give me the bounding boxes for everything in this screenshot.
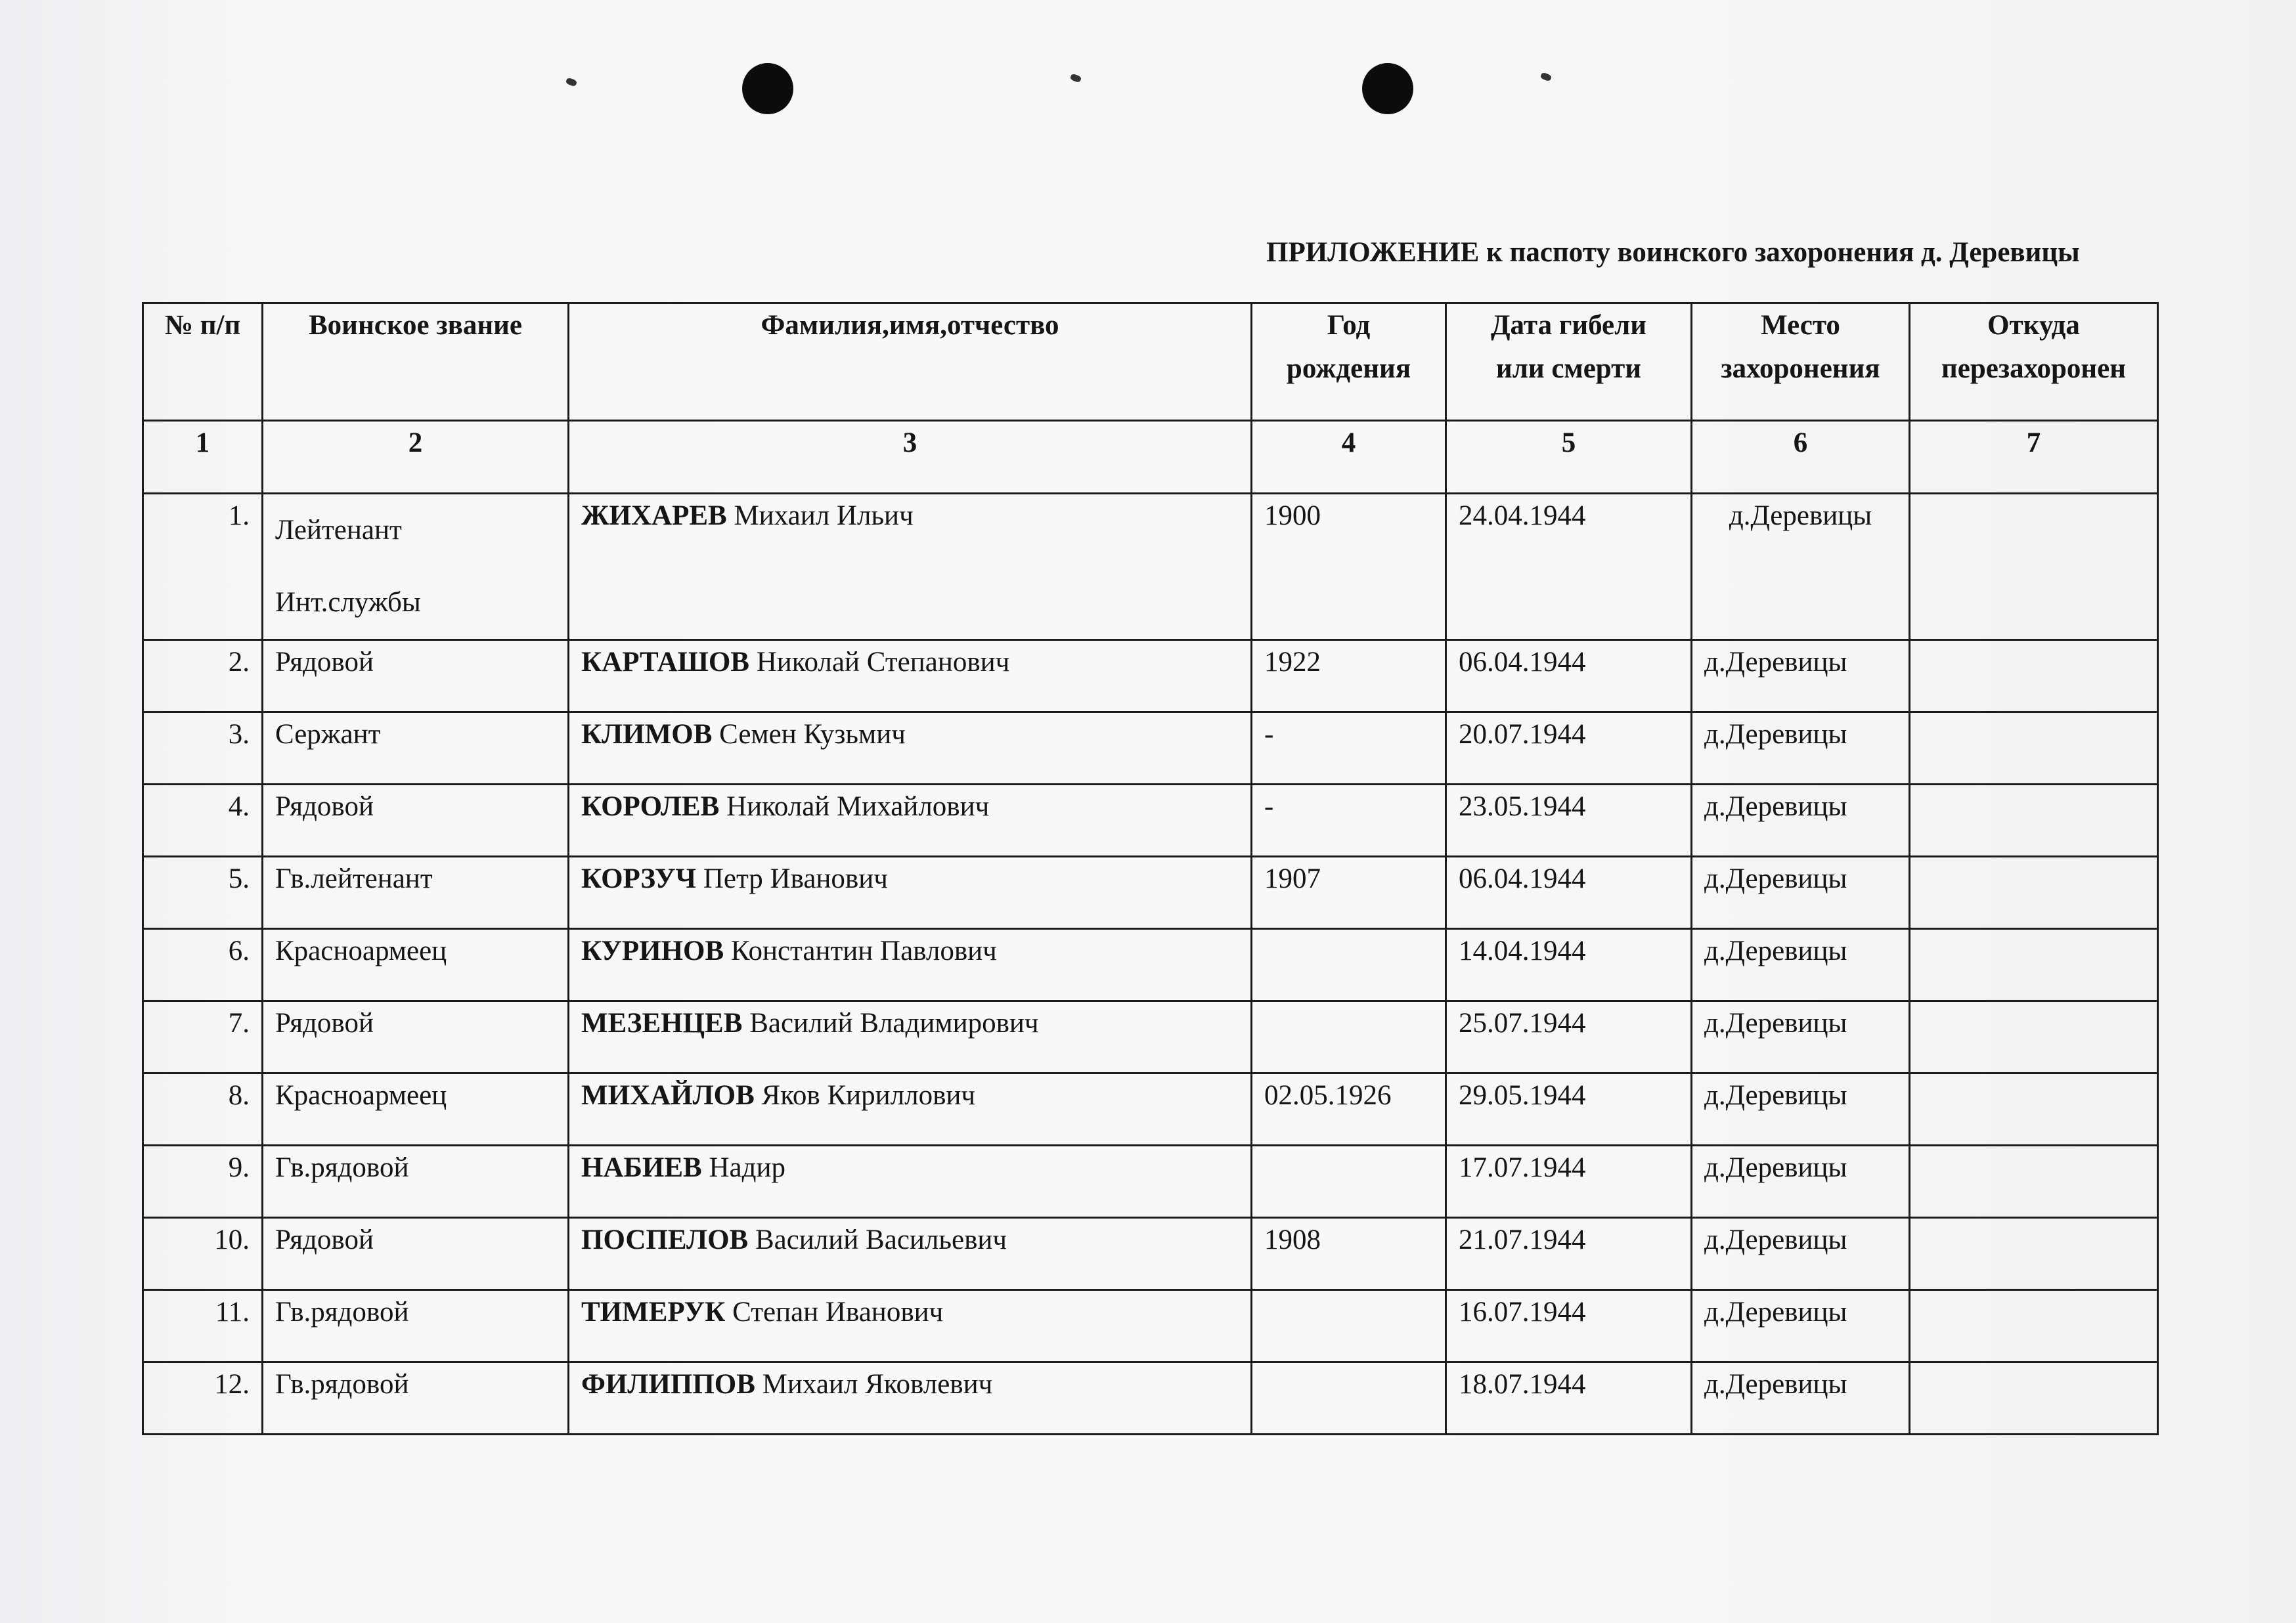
reburied-from-cell bbox=[1910, 1001, 2158, 1073]
column-number: 1 bbox=[143, 421, 263, 494]
scan-speck bbox=[1540, 72, 1552, 82]
table-row bbox=[143, 785, 2158, 857]
row-number: 2. bbox=[143, 640, 263, 712]
full-name-cell: КУРИНОВ Константин Павлович bbox=[569, 929, 1252, 1001]
birth-year-cell: 02.05.1926 bbox=[1252, 1073, 1446, 1146]
header-cell-birth-year: Год рождения bbox=[1252, 303, 1446, 421]
row-number: 10. bbox=[143, 1218, 263, 1290]
death-date-cell: 21.07.1944 bbox=[1446, 1218, 1692, 1290]
full-name-cell: МЕЗЕНЦЕВ Василий Владимирович bbox=[569, 1001, 1252, 1073]
reburied-from-cell bbox=[1910, 1146, 2158, 1218]
column-number-row bbox=[143, 421, 2158, 494]
full-name-cell: ФИЛИППОВ Михаил Яковлевич bbox=[569, 1362, 1252, 1435]
header-cell-reburied-from: Откуда перезахоронен bbox=[1910, 303, 2158, 421]
rank-cell: Красноармеец bbox=[263, 1073, 569, 1146]
death-date-cell: 17.07.1944 bbox=[1446, 1146, 1692, 1218]
table-row bbox=[143, 640, 2158, 712]
burial-place-cell: д.Деревицы bbox=[1692, 1218, 1910, 1290]
birth-year-cell: 1907 bbox=[1252, 857, 1446, 929]
burial-place-cell: д.Деревицы bbox=[1692, 1146, 1910, 1218]
death-date-cell: 25.07.1944 bbox=[1446, 1001, 1692, 1073]
death-date-cell: 18.07.1944 bbox=[1446, 1362, 1692, 1435]
reburied-from-cell bbox=[1910, 929, 2158, 1001]
burial-place-cell: д.Деревицы bbox=[1692, 1073, 1910, 1146]
burial-place-cell: д.Деревицы bbox=[1692, 857, 1910, 929]
header-cell-death-date: Дата гибели или смерти bbox=[1446, 303, 1692, 421]
birth-year-cell: - bbox=[1252, 712, 1446, 785]
death-date-cell: 06.04.1944 bbox=[1446, 857, 1692, 929]
death-date-cell: 29.05.1944 bbox=[1446, 1073, 1692, 1146]
table-row bbox=[143, 857, 2158, 929]
reburied-from-cell bbox=[1910, 494, 2158, 640]
rank-cell: Рядовой bbox=[263, 1001, 569, 1073]
burial-place-cell: д.Деревицы bbox=[1692, 1290, 1910, 1362]
burial-place-cell: д.Деревицы bbox=[1692, 712, 1910, 785]
rank-cell: Красноармеец bbox=[263, 929, 569, 1001]
reburied-from-cell bbox=[1910, 1073, 2158, 1146]
column-number: 7 bbox=[1910, 421, 2158, 494]
rank-cell: Сержант bbox=[263, 712, 569, 785]
full-name-cell: МИХАЙЛОВ Яков Кириллович bbox=[569, 1073, 1252, 1146]
full-name-cell: ПОСПЕЛОВ Василий Васильевич bbox=[569, 1218, 1252, 1290]
reburied-from-cell bbox=[1910, 1218, 2158, 1290]
death-date-cell: 06.04.1944 bbox=[1446, 640, 1692, 712]
full-name-cell: КЛИМОВ Семен Кузьмич bbox=[569, 712, 1252, 785]
table-row bbox=[143, 1146, 2158, 1218]
table-row bbox=[143, 1218, 2158, 1290]
full-name-cell: КАРТАШОВ Николай Степанович bbox=[569, 640, 1252, 712]
table-row bbox=[143, 1362, 2158, 1435]
birth-year-cell bbox=[1252, 1290, 1446, 1362]
scan-speck bbox=[565, 77, 577, 87]
table-row bbox=[143, 1001, 2158, 1073]
burial-place-cell: д.Деревицы bbox=[1692, 1001, 1910, 1073]
burial-place-cell: д.Деревицы bbox=[1692, 929, 1910, 1001]
birth-year-cell: 1900 bbox=[1252, 494, 1446, 640]
row-number: 5. bbox=[143, 857, 263, 929]
header-cell-rank: Воинское звание bbox=[263, 303, 569, 421]
burial-place-cell: д.Деревицы bbox=[1692, 494, 1910, 640]
full-name-cell: ТИМЕРУК Степан Иванович bbox=[569, 1290, 1252, 1362]
death-date-cell: 23.05.1944 bbox=[1446, 785, 1692, 857]
reburied-from-cell bbox=[1910, 640, 2158, 712]
table-row bbox=[143, 1073, 2158, 1146]
rank-cell: Гв.рядовой bbox=[263, 1146, 569, 1218]
row-number: 11. bbox=[143, 1290, 263, 1362]
document-title: ПРИЛОЖЕНИЕ к паспоту воинского захоронения д. Деревицы bbox=[1266, 237, 2080, 268]
punch-hole-left bbox=[742, 63, 793, 114]
full-name-cell: ЖИХАРЕВ Михаил Ильич bbox=[569, 494, 1252, 640]
full-name-cell: КОРОЛЕВ Николай Михайлович bbox=[569, 785, 1252, 857]
table-row bbox=[143, 1290, 2158, 1362]
reburied-from-cell bbox=[1910, 785, 2158, 857]
row-number: 3. bbox=[143, 712, 263, 785]
row-number: 4. bbox=[143, 785, 263, 857]
column-number: 2 bbox=[263, 421, 569, 494]
birth-year-cell bbox=[1252, 1001, 1446, 1073]
reburied-from-cell bbox=[1910, 1362, 2158, 1435]
reburied-from-cell bbox=[1910, 857, 2158, 929]
burial-place-cell: д.Деревицы bbox=[1692, 640, 1910, 712]
column-number: 6 bbox=[1692, 421, 1910, 494]
full-name-cell: КОРЗУЧ Петр Иванович bbox=[569, 857, 1252, 929]
table-row bbox=[143, 494, 2158, 640]
table-row bbox=[143, 929, 2158, 1001]
rank-cell: Рядовой bbox=[263, 640, 569, 712]
death-date-cell: 16.07.1944 bbox=[1446, 1290, 1692, 1362]
row-number: 7. bbox=[143, 1001, 263, 1073]
death-date-cell: 20.07.1944 bbox=[1446, 712, 1692, 785]
burial-place-cell: д.Деревицы bbox=[1692, 1362, 1910, 1435]
death-date-cell: 24.04.1944 bbox=[1446, 494, 1692, 640]
birth-year-cell: 1908 bbox=[1252, 1218, 1446, 1290]
row-number: 9. bbox=[143, 1146, 263, 1218]
birth-year-cell: - bbox=[1252, 785, 1446, 857]
full-name-cell: НАБИЕВ Надир bbox=[569, 1146, 1252, 1218]
row-number: 8. bbox=[143, 1073, 263, 1146]
column-number: 5 bbox=[1446, 421, 1692, 494]
birth-year-cell: 1922 bbox=[1252, 640, 1446, 712]
burial-place-cell: д.Деревицы bbox=[1692, 785, 1910, 857]
header-cell-burial-place: Место захоронения bbox=[1692, 303, 1910, 421]
rank-cell: Гв.рядовой bbox=[263, 1290, 569, 1362]
table-row bbox=[143, 712, 2158, 785]
burial-table bbox=[142, 302, 2159, 1435]
rank-cell: Лейтенант Инт.службы bbox=[263, 494, 569, 640]
header-row bbox=[143, 303, 2158, 421]
row-number: 12. bbox=[143, 1362, 263, 1435]
rank-cell: Рядовой bbox=[263, 785, 569, 857]
rank-cell: Рядовой bbox=[263, 1218, 569, 1290]
column-number: 3 bbox=[569, 421, 1252, 494]
punch-hole-right bbox=[1362, 63, 1413, 114]
row-number: 6. bbox=[143, 929, 263, 1001]
header-cell-number: № п/п bbox=[143, 303, 263, 421]
scan-speck bbox=[1070, 74, 1082, 83]
rank-cell: Гв.лейтенант bbox=[263, 857, 569, 929]
birth-year-cell bbox=[1252, 929, 1446, 1001]
header-cell-full-name: Фамилия,имя,отчество bbox=[569, 303, 1252, 421]
row-number: 1. bbox=[143, 494, 263, 640]
birth-year-cell bbox=[1252, 1146, 1446, 1218]
column-number: 4 bbox=[1252, 421, 1446, 494]
rank-cell: Гв.рядовой bbox=[263, 1362, 569, 1435]
death-date-cell: 14.04.1944 bbox=[1446, 929, 1692, 1001]
reburied-from-cell bbox=[1910, 1290, 2158, 1362]
reburied-from-cell bbox=[1910, 712, 2158, 785]
birth-year-cell bbox=[1252, 1362, 1446, 1435]
